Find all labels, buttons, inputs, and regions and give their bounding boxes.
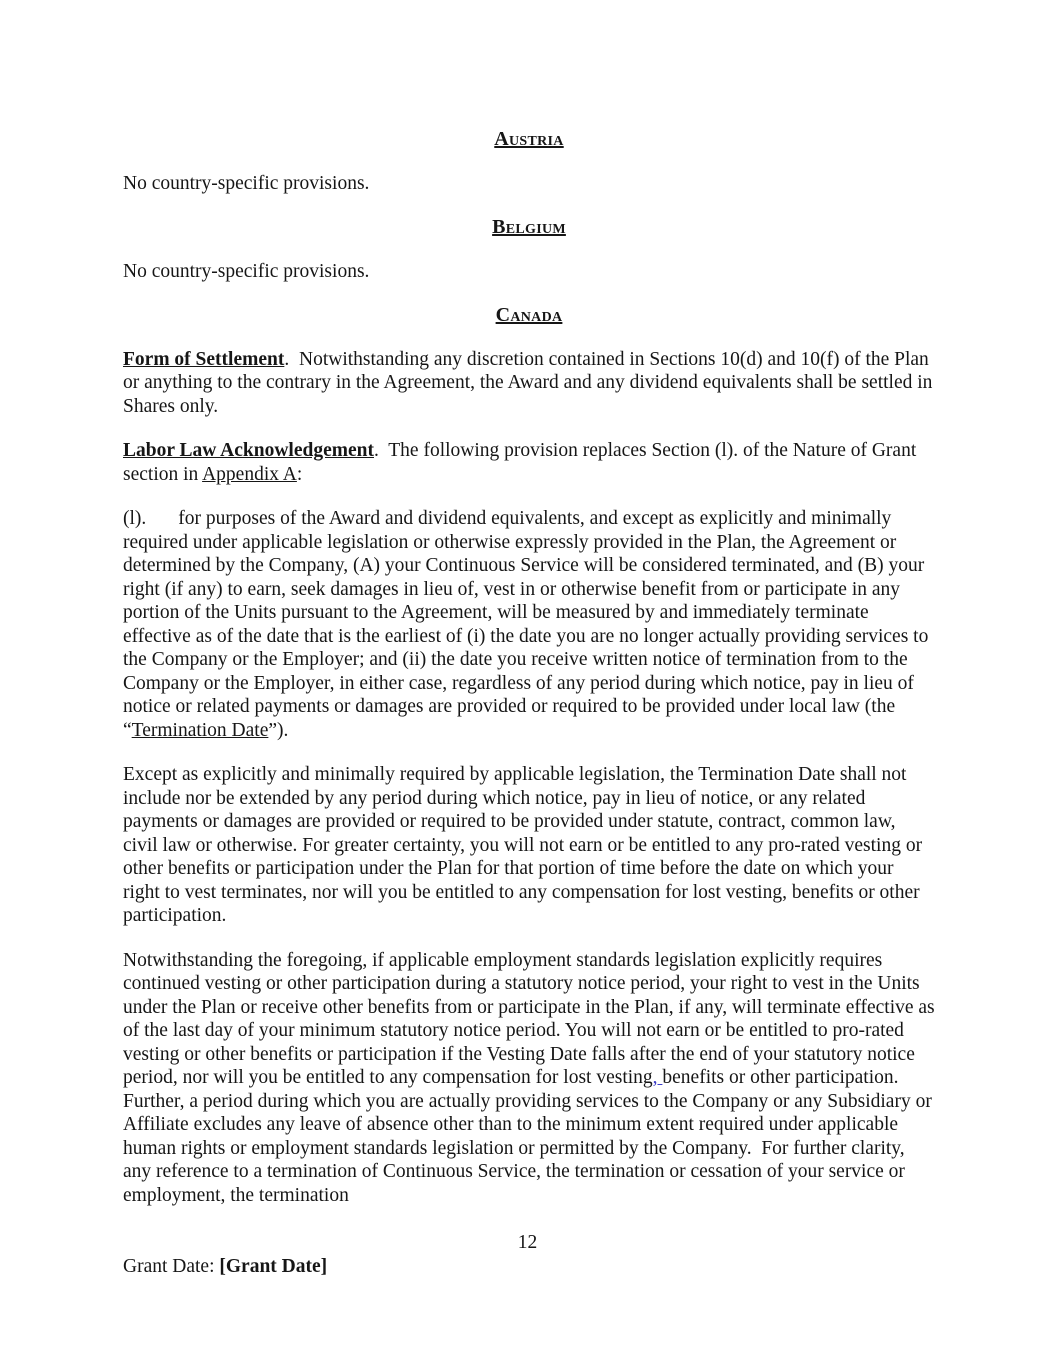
- text-run: benefits or other participation. Further, a period during which you are actually providing services to the Company or any Subsidiary or Affiliate excludes any leave of absence other than to the minimum extent required under applicable human rights or employment standards legislation or permitted by the Company. For further clarity, any reference to a termination of Continuous Service, the termination or cessation of your service or employment, the termination: [123, 1067, 936, 1206]
- text-run: (l).: [123, 508, 147, 529]
- document-body: [123, 128, 940, 1207]
- austria-provisions-text: No country-specific provisions.: [123, 172, 370, 194]
- labor-law-acknowledgement-paragraph: [123, 439, 935, 486]
- grant-date-label: Grant Date:: [123, 1256, 220, 1277]
- text-run: ”).: [268, 719, 289, 741]
- text-run: Termination Date: [131, 719, 269, 741]
- section-heading-canada-text: Canada: [495, 304, 563, 326]
- belgium-provisions-text: No country-specific provisions.: [123, 260, 370, 282]
- grant-date-value: [Grant Date]: [219, 1256, 328, 1277]
- text-run: Notwithstanding the foregoing, if applicable employment standards legislation explicitly requires continued vesting or other participation during a statutory notice period, your right to vest in the Units under the Plan or receive other benefits from or participate in the Plan, if any, will terminate effective as of the last day of your minimum statutory notice period. You will not earn or be entitled to pro-rated vesting or other benefits or participation if the Vesting Date falls after the end of your statutory notice period, nor will you be entitled to any compensation for lost vesting: [123, 949, 940, 1088]
- section-heading-austria: [123, 128, 935, 152]
- statutory-notice-paragraph: [123, 949, 940, 1208]
- text-run: for purposes of the Award and dividend equivalents, and except as explicitly and minimally required under applicable legislation or otherwise expressly provided in the Plan, the Agreement or determined by the Company, (A) your Continuous Service will be considered terminated, and (B) your right (if any) to earn, seek damages in lieu of, vest in or otherwise benefit from or participate in any portion of the Units pursuant to the Agreement, will be measured by and immediately terminate effective as of the date that is the earliest of (i) the date you are no longer actually providing services to the Company or the Employer; and (ii) the date you receive written notice of termination from to the Company or the Employer, in either case, regardless of any period during which notice, pay in lieu of notice or related payments or damages are provided or required to be provided under local law (the “: [123, 508, 934, 741]
- grant-date-line: [123, 1255, 327, 1279]
- text-run: Form of Settlement: [123, 348, 285, 370]
- section-heading-belgium-text: Belgium: [492, 216, 566, 238]
- text-run: :: [296, 463, 303, 485]
- text-run: Labor Law Acknowledgement: [123, 440, 374, 461]
- text-run: . Notwithstanding any discretion contained in Sections 10(d) and 10(f) of the Plan or anything to the contrary in the Agreement, the Award and any dividend equivalents shall be settled in Shares only.: [123, 348, 938, 417]
- text-run: ,: [652, 1067, 663, 1088]
- text-run: . The following provision replaces Section (l). of the Nature of Grant section in: [123, 440, 922, 485]
- clause-l-paragraph: [123, 507, 935, 742]
- section-heading-austria-text: Austria: [494, 128, 564, 150]
- section-heading-belgium: [123, 216, 935, 240]
- termination-date-scope-paragraph: Except as explicitly and minimally required by applicable legislation, the Termination Date shall not include nor be extended by any period during which notice, pay in lieu of notice, or any related payments or damages are provided or required to be provided under statute, contract, common law, civil law or otherwise. For greater certainty, you will not earn or be entitled to any pro-rated vesting or other benefits or participation under the Plan for that portion of time before the date on which your right to vest terminates, nor will you be entitled to any compensation for lost vesting, benefits or other participation.: [123, 764, 927, 926]
- form-of-settlement-paragraph: [123, 348, 938, 419]
- text-run: Appendix A: [202, 463, 297, 485]
- page-number: 12: [517, 1232, 538, 1253]
- section-heading-canada: [123, 304, 935, 328]
